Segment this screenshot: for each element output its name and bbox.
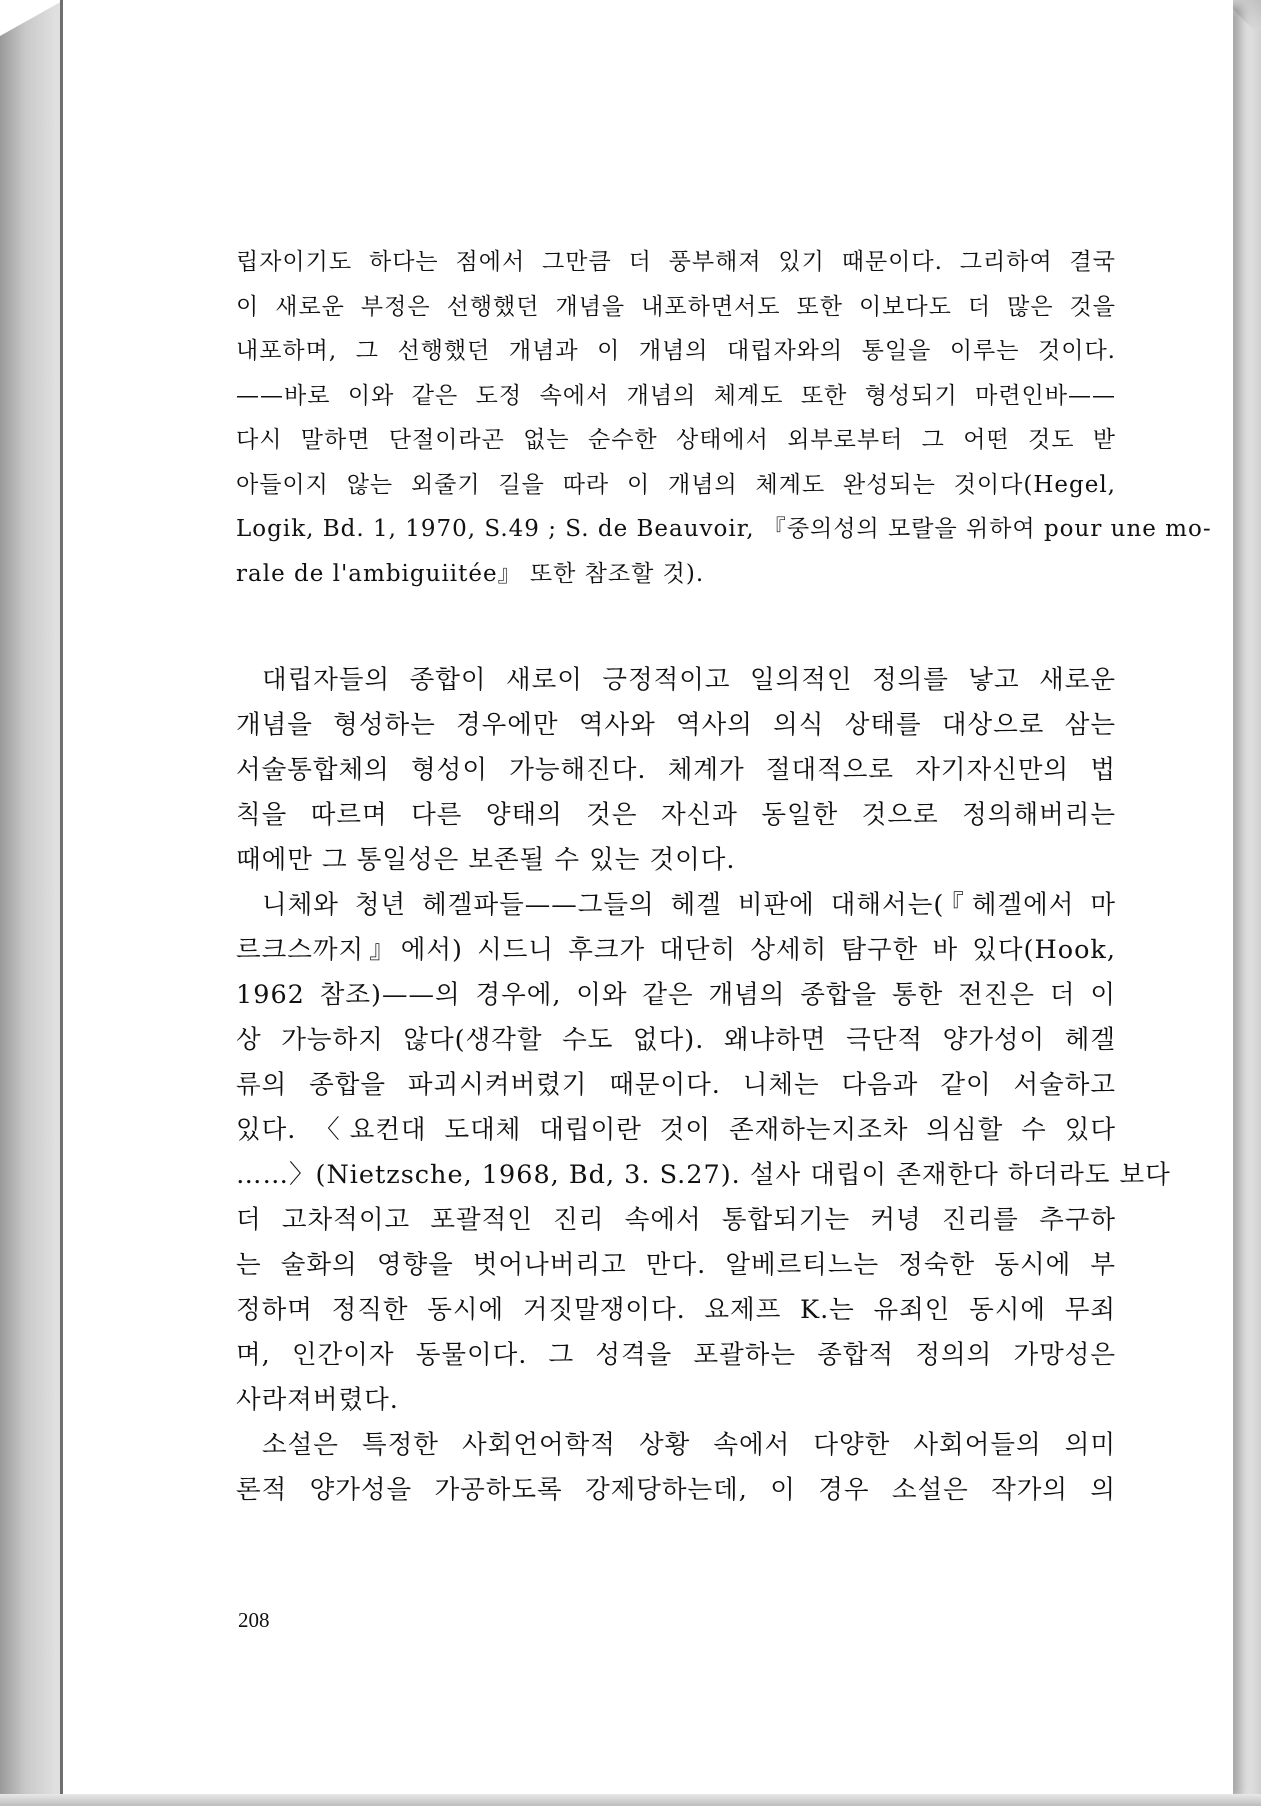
book-spine [0, 0, 64, 1806]
quote-line: 이 새로운 부정은 선행했던 개념을 내포하면서도 또한 이보다도 더 많은 것을 [236, 293, 1116, 320]
quote-line: 아들이지 않는 외줄기 길을 따라 이 개념의 체계도 완성되는 것이다(Hegel, [236, 471, 1116, 498]
body-line: 상 가능하지 않다(생각할 수도 없다). 왜냐하면 극단적 양가성이 헤겔 [236, 1025, 1116, 1055]
body-line: 개념을 형성하는 경우에만 역사와 역사의 의식 상태를 대상으로 삼는 [236, 710, 1116, 740]
page-right-edge [1231, 0, 1261, 1806]
body-line: 류의 종합을 파괴시켜버렸기 때문이다. 니체는 다음과 같이 서술하고 [236, 1070, 1116, 1100]
body-line: 1962 참조)——의 경우에, 이와 같은 개념의 종합을 통한 전진은 더 이 [236, 980, 1116, 1010]
body-line: 며, 인간이자 동물이다. 그 성격을 포괄하는 종합적 정의의 가망성은 [236, 1340, 1116, 1370]
body-line: 정하며 정직한 동시에 거짓말쟁이다. 요제프 K.는 유죄인 동시에 무죄 [236, 1295, 1116, 1325]
body-line: 소설은 특정한 사회언어학적 상황 속에서 다양한 사회어들의 의미 [262, 1430, 1116, 1460]
body-line: 르크스까지』에서) 시드니 후크가 대단히 상세히 탐구한 바 있다(Hook, [236, 935, 1116, 965]
body-line: 는 술화의 영향을 벗어나버리고 만다. 알베르티느는 정숙한 동시에 부 [236, 1250, 1116, 1280]
body-text [236, 658, 1171, 1513]
quote-line: rale de l'ambiguiitée』 또한 참조할 것). [236, 560, 705, 587]
body-line: 론적 양가성을 가공하도록 강제당하는데, 이 경우 소설은 작가의 의 [236, 1475, 1116, 1505]
quote-line: 립자이기도 하다는 점에서 그만큼 더 풍부해져 있기 때문이다. 그리하여 결국 [236, 249, 1116, 275]
body-line: 때에만 그 통일성은 보존될 수 있는 것이다. [236, 845, 736, 875]
body-line: 칙을 따르며 다른 양태의 것은 자신과 동일한 것으로 정의해버리는 [236, 800, 1116, 830]
book-bottom-edge [0, 1794, 1261, 1806]
page-number: 208 [238, 1608, 270, 1632]
quote-line: Logik, Bd. 1, 1970, S.49 ; S. de Beauvoir, 『중의성의 모랄을 위하여 pour une mo- [236, 516, 1212, 542]
body-line: 대립자들의 종합이 새로이 긍정적이고 일의적인 정의를 낳고 새로운 [262, 665, 1116, 695]
body-line: 니체와 청년 헤겔파들——그들의 헤겔 비판에 대해서는(『헤겔에서 마 [262, 890, 1116, 920]
body-line: ……〉(Nietzsche, 1968, Bd, 3. S.27). 설사 대립이 존재한다 하더라도 보다 [236, 1160, 1171, 1190]
body-line: 더 고차적이고 포괄적인 진리 속에서 통합되기는 커녕 진리를 추구하 [236, 1205, 1116, 1235]
quote-line: ——바로 이와 같은 도정 속에서 개념의 체계도 또한 형성되기 마련인바—— [236, 382, 1116, 409]
body-line: 서술통합체의 형성이 가능해진다. 체계가 절대적으로 자기자신만의 법 [236, 755, 1116, 785]
body-line: 있다. 〈요컨대 도대체 대립이란 것이 존재하는지조차 의심할 수 있다 [236, 1115, 1116, 1145]
indented-quote [236, 240, 1212, 596]
quote-line: 다시 말하면 단절이라곤 없는 순수한 상태에서 외부로부터 그 어떤 것도 받 [236, 427, 1116, 453]
body-line: 사라져버렸다. [236, 1385, 399, 1415]
quote-line: 내포하며, 그 선행했던 개념과 이 개념의 대립자와의 통일을 이루는 것이다. [236, 338, 1116, 364]
